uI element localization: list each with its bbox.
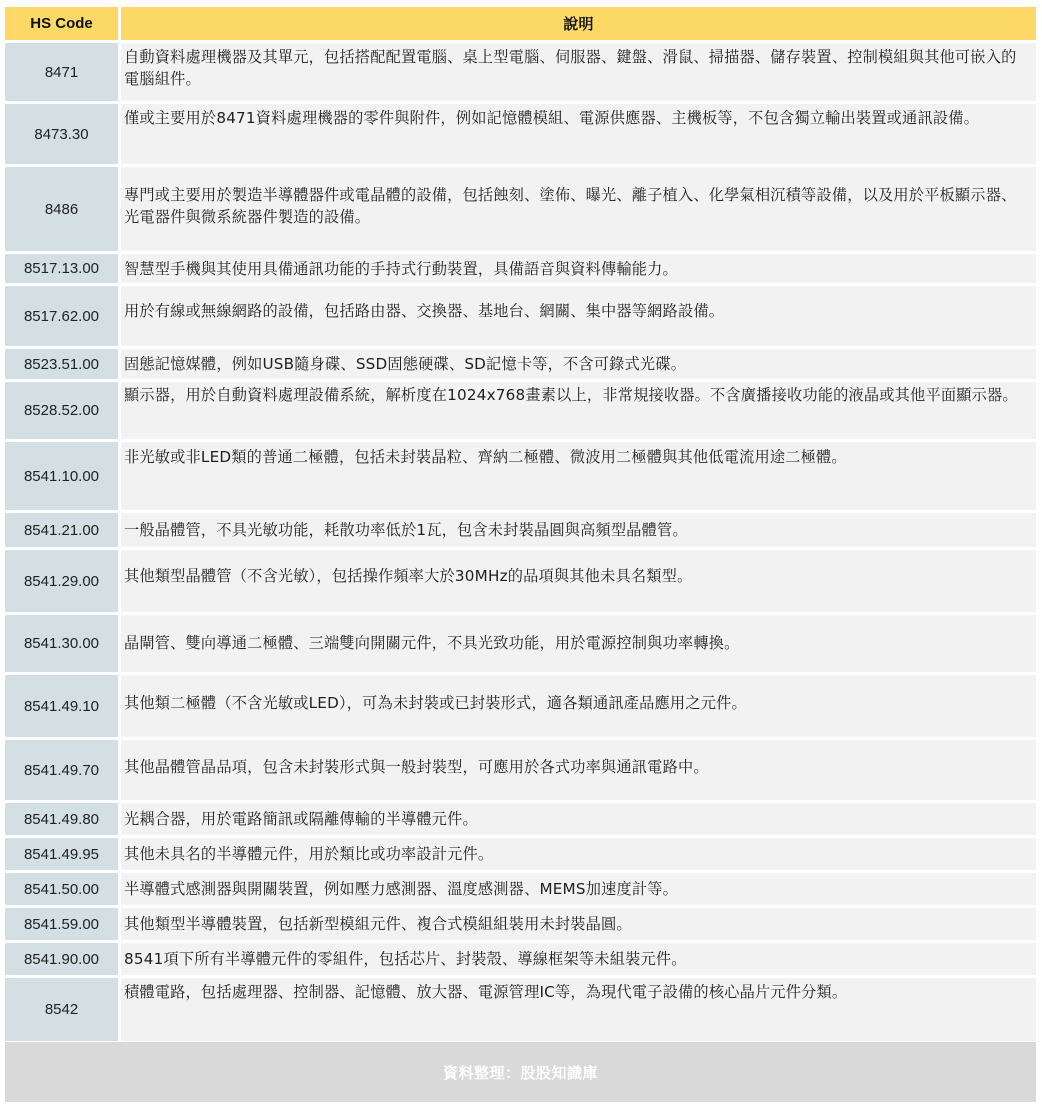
description-cell: 專門或主要用於製造半導體器件或電晶體的設備，包括蝕刻、塗佈、曝光、離子植入、化學氣相沉積等設備，以及用於平板顯示器、光電器件與微系統器件製造的設備。 xyxy=(121,167,1036,251)
hs-code-cell: 8473.30 xyxy=(5,104,118,164)
table-row xyxy=(5,838,1036,870)
description-cell: 其他類型半導體裝置，包括新型模組元件、複合式模組組裝用未封裝晶圓。 xyxy=(121,908,1036,940)
hs-code-cell: 8486 xyxy=(5,167,118,251)
hs-code-cell: 8541.50.00 xyxy=(5,873,118,905)
hs-code-cell: 8541.90.00 xyxy=(5,943,118,975)
table-row xyxy=(5,286,1036,346)
table-row xyxy=(5,104,1036,164)
description-cell: 半導體式感測器與開關裝置，例如壓力感測器、溫度感測器、MEMS加速度計等。 xyxy=(121,873,1036,905)
hs-code-cell: 8541.49.10 xyxy=(5,675,118,737)
table-row xyxy=(5,442,1036,510)
hs-code-cell: 8541.21.00 xyxy=(5,513,118,547)
header-description: 說明 xyxy=(121,7,1036,40)
description-cell: 光耦合器，用於電路簡訊或隔離傳輸的半導體元件。 xyxy=(121,803,1036,835)
description-cell: 積體電路，包括處理器、控制器、記憶體、放大器、電源管理IC等，為現代電子設備的核心晶片元件分類。 xyxy=(121,978,1036,1041)
hs-code-cell: 8517.13.00 xyxy=(5,254,118,283)
table-row xyxy=(5,803,1036,835)
table-row xyxy=(5,43,1036,101)
table-row xyxy=(5,978,1036,1041)
header-hs-code: HS Code xyxy=(5,7,118,40)
hs-code-cell: 8541.59.00 xyxy=(5,908,118,940)
description-cell: 非光敏或非LED類的普通二極體，包括未封裝晶粒、齊納二極體、微波用二極體與其他低電流用途二極體。 xyxy=(121,442,1036,510)
hs-code-table xyxy=(5,7,1036,1044)
table-row xyxy=(5,254,1036,283)
table-header-row xyxy=(5,7,1036,40)
source-credit: 資料整理：股股知識庫 xyxy=(442,1063,598,1082)
table-row xyxy=(5,382,1036,439)
hs-code-cell: 8542 xyxy=(5,978,118,1041)
table-row xyxy=(5,615,1036,672)
description-cell: 其他未具名的半導體元件，用於類比或功率設計元件。 xyxy=(121,838,1036,870)
description-cell: 晶閘管、雙向導通二極體、三端雙向開關元件，不具光致功能，用於電源控制與功率轉換。 xyxy=(121,615,1036,672)
description-cell: 一般晶體管，不具光敏功能，耗散功率低於1瓦，包含未封裝晶圓與高頻型晶體管。 xyxy=(121,513,1036,547)
source-footer xyxy=(5,1042,1036,1102)
hs-code-cell: 8541.30.00 xyxy=(5,615,118,672)
description-cell: 其他類型晶體管（不含光敏），包括操作頻率大於30MHz的品項與其他未具名類型。 xyxy=(121,550,1036,612)
table-row xyxy=(5,550,1036,612)
hs-code-cell: 8541.49.70 xyxy=(5,740,118,800)
hs-code-cell: 8471 xyxy=(5,43,118,101)
table-row xyxy=(5,740,1036,800)
table-row xyxy=(5,349,1036,379)
hs-code-cell: 8541.49.80 xyxy=(5,803,118,835)
description-cell: 智慧型手機與其使用具備通訊功能的手持式行動裝置，具備語音與資料傳輸能力。 xyxy=(121,254,1036,283)
description-cell: 顯示器，用於自動資料處理設備系統，解析度在1024x768畫素以上，非常規接收器。不含廣播接收功能的液晶或其他平面顯示器。 xyxy=(121,382,1036,439)
hs-code-cell: 8541.10.00 xyxy=(5,442,118,510)
table-row xyxy=(5,943,1036,975)
hs-code-cell: 8523.51.00 xyxy=(5,349,118,379)
hs-code-cell: 8517.62.00 xyxy=(5,286,118,346)
description-cell: 用於有線或無線網路的設備，包括路由器、交換器、基地台、網關、集中器等網路設備。 xyxy=(121,286,1036,346)
table-row xyxy=(5,513,1036,547)
description-cell: 其他晶體管晶品項，包含未封裝形式與一般封裝型，可應用於各式功率與通訊電路中。 xyxy=(121,740,1036,800)
table-row xyxy=(5,675,1036,737)
hs-code-cell: 8541.49.95 xyxy=(5,838,118,870)
description-cell: 其他類二極體（不含光敏或LED），可為未封裝或已封裝形式，適各類通訊產品應用之元件。 xyxy=(121,675,1036,737)
hs-code-cell: 8528.52.00 xyxy=(5,382,118,439)
hs-code-cell: 8541.29.00 xyxy=(5,550,118,612)
description-cell: 8541項下所有半導體元件的零組件，包括芯片、封裝殼、導線框架等未組裝元件。 xyxy=(121,943,1036,975)
table-row xyxy=(5,873,1036,905)
description-cell: 固態記憶媒體，例如USB隨身碟、SSD固態硬碟、SD記憶卡等，不含可錄式光碟。 xyxy=(121,349,1036,379)
table-row xyxy=(5,908,1036,940)
description-cell: 僅或主要用於8471資料處理機器的零件與附件，例如記憶體模組、電源供應器、主機板等，不包含獨立輸出裝置或通訊設備。 xyxy=(121,104,1036,164)
description-cell: 自動資料處理機器及其單元，包括搭配配置電腦、桌上型電腦、伺服器、鍵盤、滑鼠、掃描器、儲存裝置、控制模組與其他可嵌入的電腦組件。 xyxy=(121,43,1036,101)
table-row xyxy=(5,167,1036,251)
